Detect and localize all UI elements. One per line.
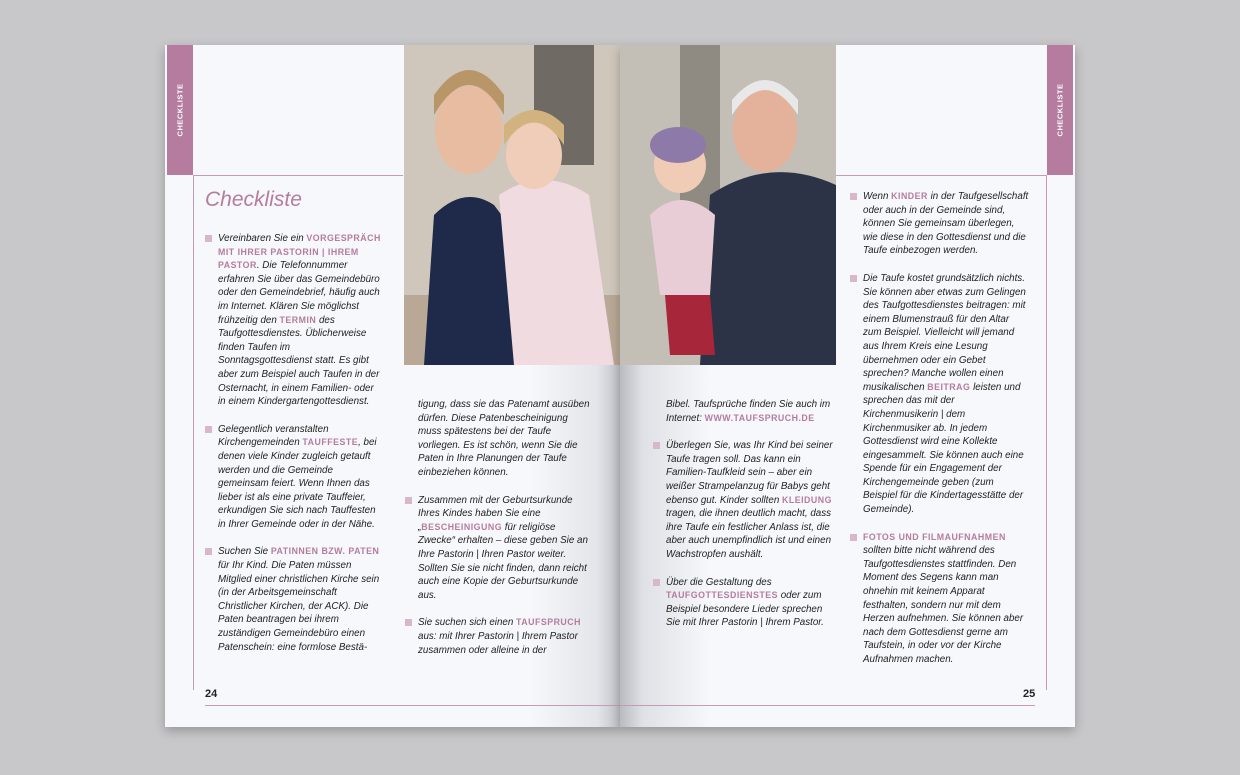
highlighted-keyword: BESCHEINIGUNG <box>421 521 503 532</box>
body-text: für religiöse Zwecke“ erhalten – diese geben Sie an Ihre Pastorin | Ihren Pastor weiter. Sollten Sie sie nicht finden, dann reicht auch eine Kopie der Geburtsurkunde aus. <box>418 521 588 601</box>
body-text: Die Taufe kostet grundsätzlich nichts. Sie können aber etwas zum Gelingen des Taufgottesdienstes beitragen: mit einem Blumenstrauß für den Altar zum Beispiel. Vielleicht will jemand aus Ihrem Kreis eine Lesung übernehmen oder ein Gebet sprechen? Manche wollen einen musikalischen <box>863 272 1026 393</box>
checklist-item <box>653 398 833 425</box>
highlighted-keyword: KINDER <box>891 191 928 201</box>
square-bullet-icon <box>405 497 412 504</box>
text-column-2 <box>405 398 590 671</box>
highlighted-keyword: BEITRAG <box>927 381 971 392</box>
divider <box>193 175 194 690</box>
checklist-item <box>653 576 833 630</box>
square-bullet-icon <box>405 619 412 626</box>
body-text: Zusammen mit der Geburtsurkunde Ihres Kindes haben Sie eine „ <box>418 494 573 533</box>
checklist-item <box>405 494 590 603</box>
highlighted-keyword: FOTOS UND FILMAUFNAHMEN <box>863 531 1006 542</box>
body-text: leisten und sprechen das mit der Kirchenmusikerin | dem Kirchenmusiker ab. In jedem Gottesdienst wird eine Kollekte eingesammelt. Sie können auch eine Spende für ein Engagement der Kirchengemeinde geben (zum Beispiel für die Kindertagesstätte der Gemeinde). <box>863 381 1024 516</box>
checklist-item <box>653 439 833 561</box>
photo-mother-and-child <box>404 45 620 365</box>
square-bullet-icon <box>850 275 857 282</box>
square-bullet-icon <box>850 193 857 200</box>
body-text: Über die Gestaltung des <box>666 576 772 588</box>
divider <box>205 705 620 706</box>
checklist-item <box>405 616 590 657</box>
checklist-item <box>205 423 383 532</box>
highlighted-keyword: PATINNEN BZW. PATEN <box>270 546 380 557</box>
checklist-item <box>850 531 1030 667</box>
photo-grandfather-and-baby <box>620 45 836 365</box>
body-text: Wenn <box>863 191 892 202</box>
body-text: in der Taufgesellschaft oder auch in der Gemeinde sind, können Sie gemeinsam überlegen, wie diese in den Gottesdienst und die Taufe einbezogen werden. <box>863 191 1029 257</box>
text-column-4 <box>850 190 1030 681</box>
body-text: oder zum Beispiel besondere Lieder sprechen Sie mit Ihrer Pastorin | Ihrem Pastor. <box>666 590 824 629</box>
body-text: , bei denen viele Kinder zugleich getauft werden und die Gemeinde gemeinsam feiert. Wenn Ihnen das lieber ist als eine private Tauffeier, erkundigen Sie sich nach Tauffesten in Ihrer Gemeinde oder in der Nähe. <box>218 437 377 530</box>
body-text: sollten bitte nicht während des Taufgottesdienstes stattfinden. Den Moment des Segens kann man ohnehin mit keinem Apparat festhalten, sondern nur mit dem Herzen aufnehmen. Sie können aber nach dem Gottesdienst gerne am Taufstein, in oder vor der Kirche Aufnahmen machen. <box>863 545 1024 665</box>
body-text: des Taufgottesdienstes. Üblicherweise finden Taufen im Sonntagsgottesdienst statt. Es gibt aber zum Beispiel auch Taufen in der Osternacht, in einem Familien- oder in einem Kindergartengottesdienst. <box>218 314 380 408</box>
section-tab <box>167 45 193 175</box>
body-text: Sie suchen sich einen <box>418 617 517 629</box>
body-text: aus: mit Ihrer Pastorin | Ihrem Pastor zusammen oder alleine in der <box>418 630 578 656</box>
page-title: Checkliste <box>205 188 302 211</box>
page-number: 24 <box>205 688 218 700</box>
highlighted-keyword: KLEIDUNG <box>782 494 832 505</box>
body-text: Überlegen Sie, was Ihr Kind bei seiner Taufe tragen soll. Das kann ein Familien-Taufkleid sein – aber ein weißer Strampelanzug für Babys geht ebenso gut. Kinder sollten <box>666 440 833 506</box>
highlighted-keyword: VORGESPRÄCH MIT IHRER PASTORIN | IHREM PASTOR <box>218 233 381 271</box>
body-text: für Ihr Kind. Die Paten müssen Mitglied einer christlichen Kirche sein (in der Arbeitsgemeinschaft Christlicher Kirchen, der ACK). Die Paten beantragen bei ihrem zuständigen Gemeindebüro einen Patenschein: eine formlose Bestä- <box>218 560 380 653</box>
section-tab <box>1047 45 1073 175</box>
body-text: Bibel. Taufsprüche finden Sie auch im Internet: <box>666 399 831 424</box>
divider <box>836 175 1047 176</box>
body-text: Gelegentlich veranstalten Kirchengemeinden <box>218 423 329 449</box>
text-column-1 <box>205 232 383 668</box>
highlighted-keyword: WWW.TAUFSPRUCH.DE <box>704 412 815 423</box>
highlighted-keyword: TAUFFESTE <box>302 437 359 448</box>
checklist-item <box>850 190 1030 258</box>
text-column-3 <box>653 398 833 644</box>
divider <box>1046 175 1047 690</box>
square-bullet-icon <box>205 426 212 433</box>
square-bullet-icon <box>653 579 660 586</box>
highlighted-keyword: TAUFGOTTESDIENSTES <box>666 590 778 601</box>
divider <box>193 175 403 176</box>
tab-label: CHECKLISTE <box>1055 83 1065 137</box>
body-text: tragen, die ihnen deutlich macht, dass ihre Taufe ein festlicher Anlass ist, die aber auch unempfindlich ist und einen Wachstropfen aushält. <box>666 508 832 560</box>
page-number: 25 <box>1023 688 1036 700</box>
tab-label: CHECKLISTE <box>175 83 185 137</box>
checklist-item <box>850 272 1030 517</box>
body-text: Suchen Sie <box>218 546 271 558</box>
square-bullet-icon <box>653 442 660 449</box>
checklist-item <box>405 398 590 480</box>
checklist-item <box>205 232 383 409</box>
body-text: . Die Telefonnummer erfahren Sie über das Gemeindebüro oder den Gemeindebrief, häufig auch im Internet. Klären Sie möglichst frühzeitig den <box>218 260 380 326</box>
divider <box>620 705 1035 706</box>
body-text: Vereinbaren Sie ein <box>218 233 307 244</box>
square-bullet-icon <box>205 548 212 555</box>
highlighted-keyword: TERMIN <box>279 314 317 325</box>
square-bullet-icon <box>205 235 212 242</box>
square-bullet-icon <box>850 534 857 541</box>
checklist-item <box>205 545 383 654</box>
body-text: tigung, dass sie das Patenamt ausüben dürfen. Diese Patenbescheinigung muss spätestens bei der Taufe vorliegen. Es ist schön, wenn Sie die Paten in Ihre Planungen der Taufe einbeziehen können. <box>418 399 590 478</box>
highlighted-keyword: TAUFSPRUCH <box>516 617 581 628</box>
